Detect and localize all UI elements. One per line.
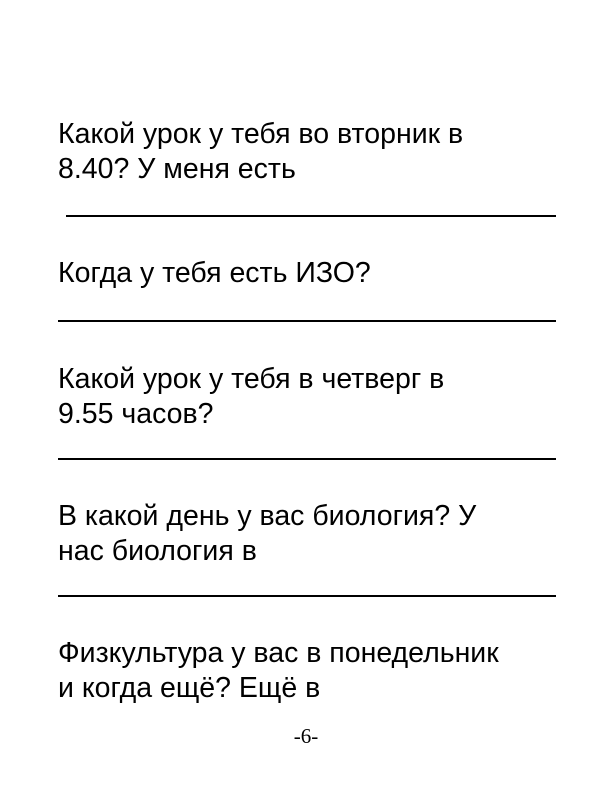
answer-line-1[interactable] (66, 215, 556, 217)
question-5-line-1: Физкультура у вас в понедельник (58, 637, 499, 669)
answer-line-2[interactable] (58, 320, 556, 322)
question-2 (58, 256, 558, 291)
answer-line-3[interactable] (58, 458, 556, 460)
question-2-line-1: Когда у тебя есть ИЗО? (58, 257, 371, 289)
question-1-line-1: Какой урок у тебя во вторник в (58, 118, 464, 150)
question-4-line-2: нас биология в (58, 535, 257, 567)
question-1-line-2: 8.40? У меня есть (58, 153, 296, 185)
question-1 (58, 117, 558, 187)
question-3 (58, 362, 558, 432)
answer-line-4[interactable] (58, 595, 556, 597)
question-3-line-2: 9.55 часов? (58, 398, 214, 430)
question-3-line-1: Какой урок у тебя в четверг в (58, 363, 445, 395)
question-4 (58, 499, 558, 569)
question-5-line-2: и когда ещё? Ещё в (58, 672, 321, 704)
page-number: -6- (293, 724, 319, 748)
question-4-line-1: В какой день у вас биология? У (58, 500, 477, 532)
question-5 (58, 636, 558, 706)
